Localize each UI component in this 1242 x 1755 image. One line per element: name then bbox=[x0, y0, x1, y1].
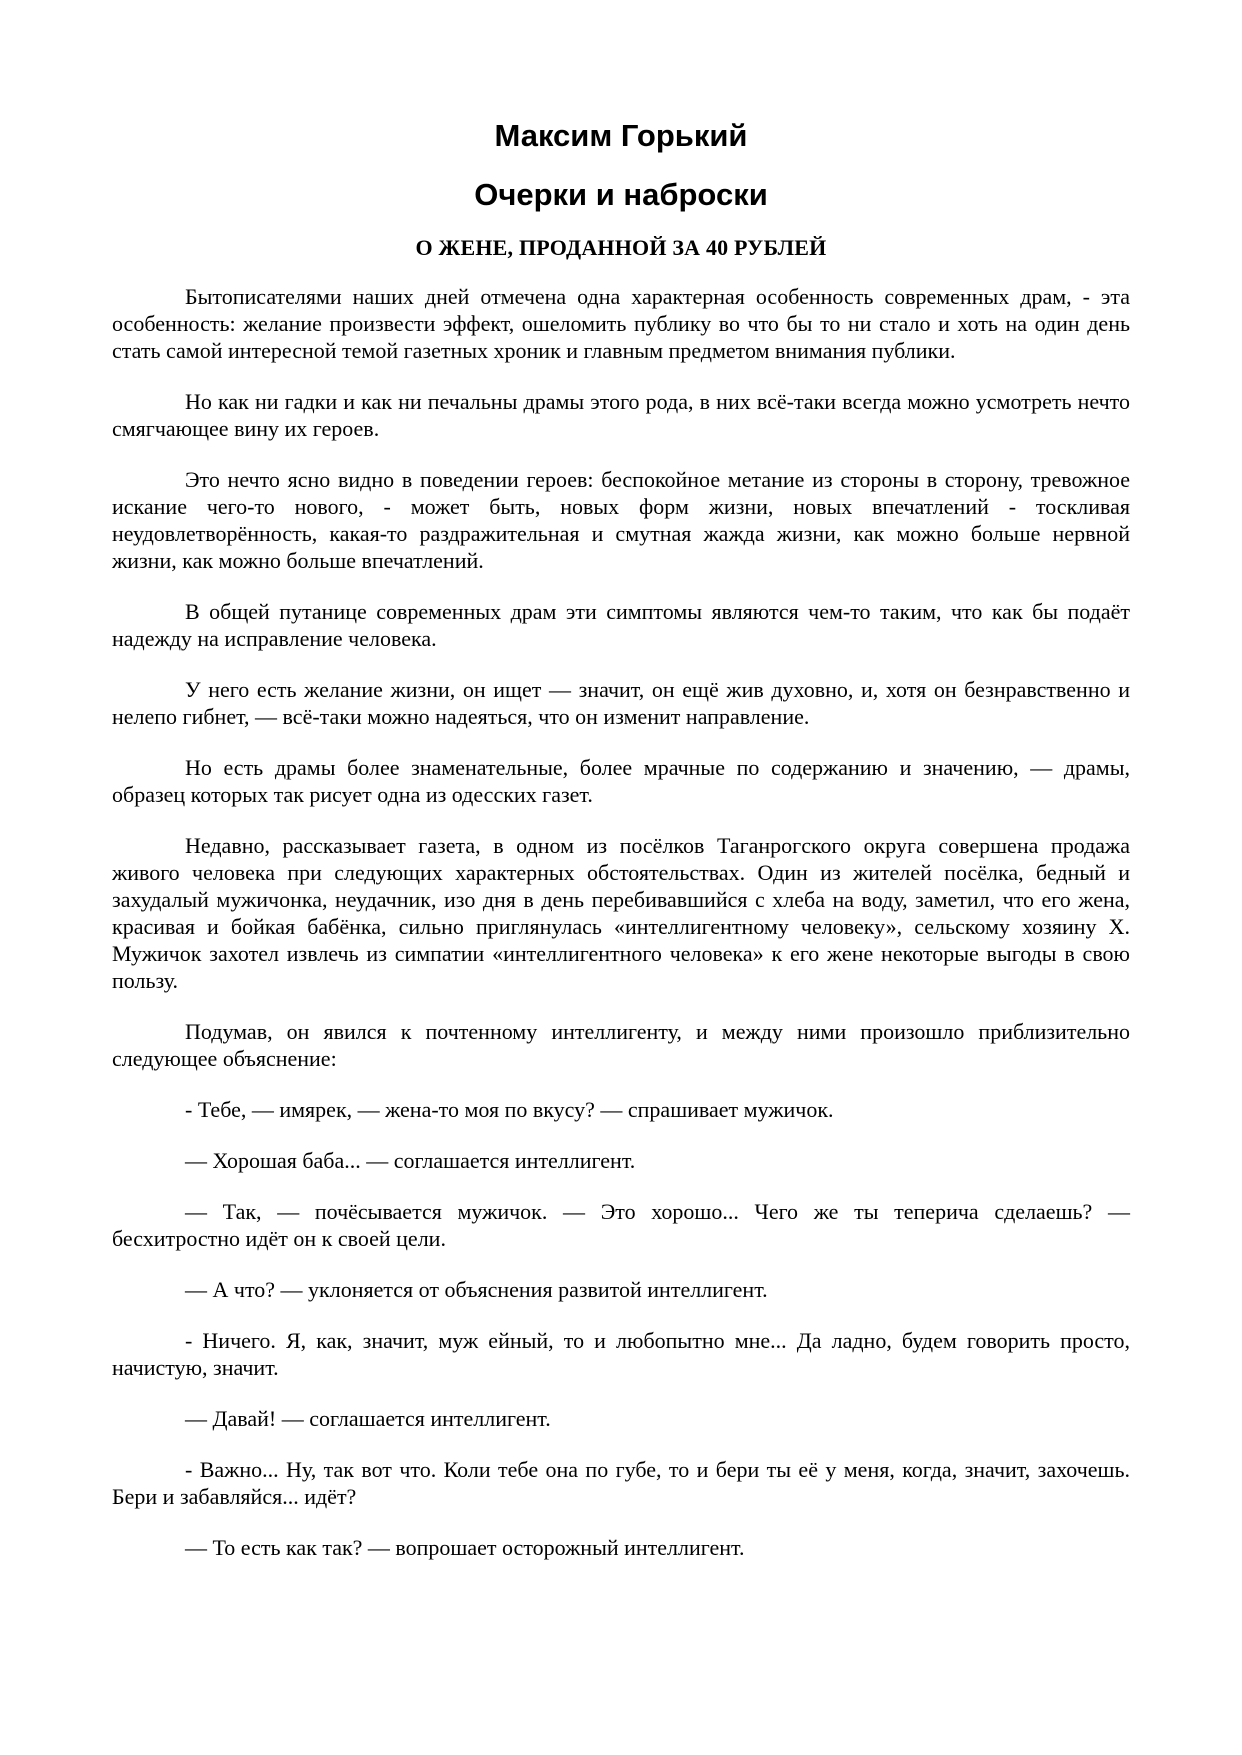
paragraph: Недавно, рассказывает газета, в одном из посёлков Таганрогского округа совершена продажа живого человека при следующих характерных обстоятельствах. Один из жителей посёлка, бедный и захудалый мужичонка, неудачник, изо дня в день перебивавшийся с хлеба на воду, заметил, что его жена, красивая и бойкая бабёнка, сильно приглянулась «интеллигентному человеку», сельскому хозяину X. Мужичок захотел извлечь из симпатии «интеллигентного человека» к его жене некоторые выгоды в свою пользу. bbox=[112, 833, 1130, 993]
book-title: Очерки и наброски bbox=[474, 177, 768, 212]
paragraph: У него есть желание жизни, он ищет — значит, он ещё жив духовно, и, хотя он безнравственно и нелепо гибнет, — всё-таки можно надеяться, что он изменит направление. bbox=[112, 677, 1130, 729]
paragraph: Подумав, он явился к почтенному интеллигенту, и между ними произошло приблизительно следующее объяснение: bbox=[112, 1019, 1130, 1071]
body-text bbox=[112, 283, 1130, 1561]
dialogue-line: — Хорошая баба... — соглашается интеллигент. bbox=[185, 1148, 636, 1173]
dialogue-line: — Так, — почёсывается мужичок. — Это хорошо... Чего же ты теперича сделаешь? — бесхитростно идёт он к своей цели. bbox=[112, 1199, 1130, 1251]
paragraph: Бытописателями наших дней отмечена одна характерная особенность современных драм, - эта особенность: желание произвести эффект, ошеломить публику во что бы то ни стало и хоть на один день стать самой интересной темой газетных хроник и главным предметом внимания публики. bbox=[112, 284, 1130, 363]
dialogue-line: - Важно... Ну, так вот что. Коли тебе она по губе, то и бери ты её у меня, когда, значит, захочешь. Бери и забавляйся... идёт? bbox=[112, 1457, 1130, 1509]
paragraph: В общей путанице современных драм эти симптомы являются чем-то таким, что как бы подаёт надежду на исправление человека. bbox=[112, 599, 1130, 651]
paragraph: Но как ни гадки и как ни печальны драмы этого рода, в них всё-таки всегда можно усмотреть нечто смягчающее вину их героев. bbox=[112, 389, 1130, 441]
paragraph: Но есть драмы более знаменательные, более мрачные по содержанию и значению, — драмы, образец которых так рисует одна из одесских газет. bbox=[112, 755, 1130, 807]
dialogue-line: - Ничего. Я, как, значит, муж ейный, то и любопытно мне... Да ладно, будем говорить просто, начистую, значит. bbox=[112, 1328, 1130, 1380]
dialogue-line: — То есть как так? — вопрошает осторожный интеллигент. bbox=[185, 1535, 745, 1560]
paragraph: Это нечто ясно видно в поведении героев: беспокойное метание из стороны в сторону, тревожное искание чего-то нового, - может быть, новых форм жизни, новых впечатлений - тоскливая неудовлетворённость, какая-то раздражительная и смутная жажда жизни, как можно больше нервной жизни, как можно больше впечатлений. bbox=[112, 467, 1130, 573]
chapter-title: О ЖЕНЕ, ПРОДАННОЙ ЗА 40 РУБЛЕЙ bbox=[415, 235, 827, 260]
dialogue-line: — Давай! — соглашается интеллигент. bbox=[185, 1406, 551, 1431]
dialogue-line: — А что? — уклоняется от объяснения развитой интеллигент. bbox=[185, 1277, 768, 1302]
dialogue-line: - Тебе, — имярек, — жена-то моя по вкусу? — спрашивает мужичок. bbox=[185, 1097, 834, 1122]
author-name: Максим Горький bbox=[494, 118, 748, 153]
